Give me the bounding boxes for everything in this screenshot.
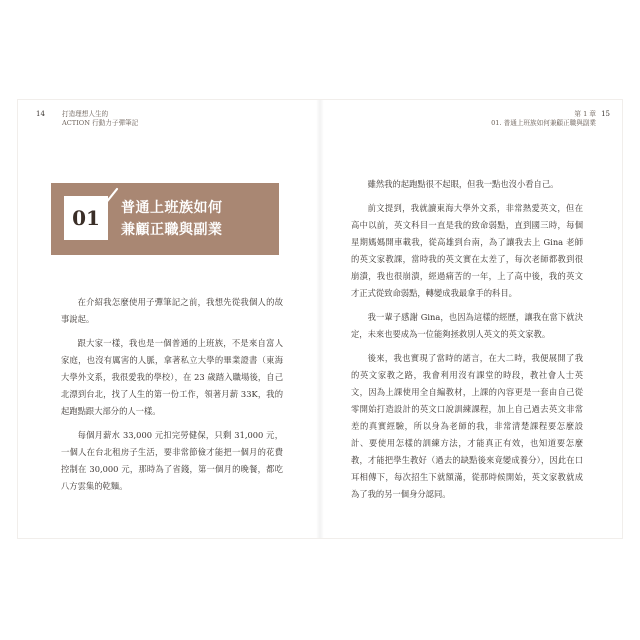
- right-page: [320, 100, 622, 538]
- paragraph: 雖然我的起跑點很不起眼，但我一點也沒小看自己。: [367, 179, 559, 189]
- left-running-head: [62, 110, 138, 128]
- paragraph: 跟大家一樣，我也是一個普通的上班族，不是來自富人家庭，也沒有厲害的人脈，拿著私立大學的畢業證書（東海大學外文系，我很愛我的學校），在 23 歲踏入職場後，自己北漂到台北，找了人生的第一份工作，領著月薪 33K，我的起跑點跟大部分的人一樣。: [61, 338, 283, 416]
- paragraph: 我一輩子感謝 Gina，也因為這樣的經歷，讓我在當下就決定，未來也要成為一位能夠拯救別人英文的英文家教。: [351, 312, 583, 339]
- chapter-title: [121, 197, 271, 241]
- running-head-line: 第 1 章: [574, 110, 596, 118]
- paragraph: 前文提到，我就讀東海大學外文系，非常熱愛英文，但在高中以前，英文科目一直是我的致命弱點，直到國三時，每個星期媽媽開車載我，從高雄到台南，為了讓我去上 Gina 老師的英文家教課，當時我的英文實在太差了，每次老師都教到很崩潰，我也很崩潰，經過痛苦的一年，上了高中後，我的英文才正式從致命弱點，轉變成我最拿手的科目。: [351, 203, 583, 298]
- paragraph: 後來，我也實現了當時的諾言，在大二時，我便展開了我的英文家教之路，我會利用沒有課堂的時段，教社會人士英文，因為上課使用全自編教材，上課的內容更是一套由自己從零開始打造設計的英文口說訓練課程，加上自己過去英文非常差的真實經驗，所以身為老師的我，非常清楚課程要怎麼設計、要使用怎樣的訓練方法，才能真正有效，也知道要怎麼教，才能把學生教好（過去的缺點後來竟變成養分），因此在口耳相傳下，每次招生下就額滿，從那時候開始，英文家教就成為了我的另一個身分認同。: [351, 353, 583, 499]
- right-body-text: [351, 176, 583, 510]
- right-running-head: [491, 110, 596, 128]
- running-head-line: ACTION 行動力子彈筆記: [62, 119, 139, 127]
- left-page: [18, 100, 320, 538]
- paragraph: 每個月薪水 33,000 元扣完勞健保，只剩 31,000 元，一個人在台北租房子生活，要非常節儉才能把一個月的花費控制在 30,000 元，那時為了省錢，第一個月的晚餐，都吃八方雲集的乾麵。: [61, 430, 283, 491]
- right-page-number: 15: [601, 110, 610, 118]
- left-page-number: 14: [36, 110, 45, 118]
- left-body-text: [61, 294, 283, 502]
- checkmark-icon: [97, 187, 119, 207]
- chapter-number: 01: [64, 196, 108, 240]
- chapter-banner: [51, 183, 279, 255]
- chapter-title-line: 普通上班族如何: [121, 200, 223, 216]
- chapter-title-line: 兼顧正職與副業: [121, 222, 223, 238]
- book-spread: [18, 100, 622, 538]
- paragraph: 在介紹我怎麼使用子彈筆記之前，我想先從我個人的故事說起。: [61, 297, 283, 324]
- running-head-line: 打造理想人生的: [62, 110, 109, 118]
- running-head-line: 01. 普通上班族如何兼顧正職與副業: [491, 119, 596, 127]
